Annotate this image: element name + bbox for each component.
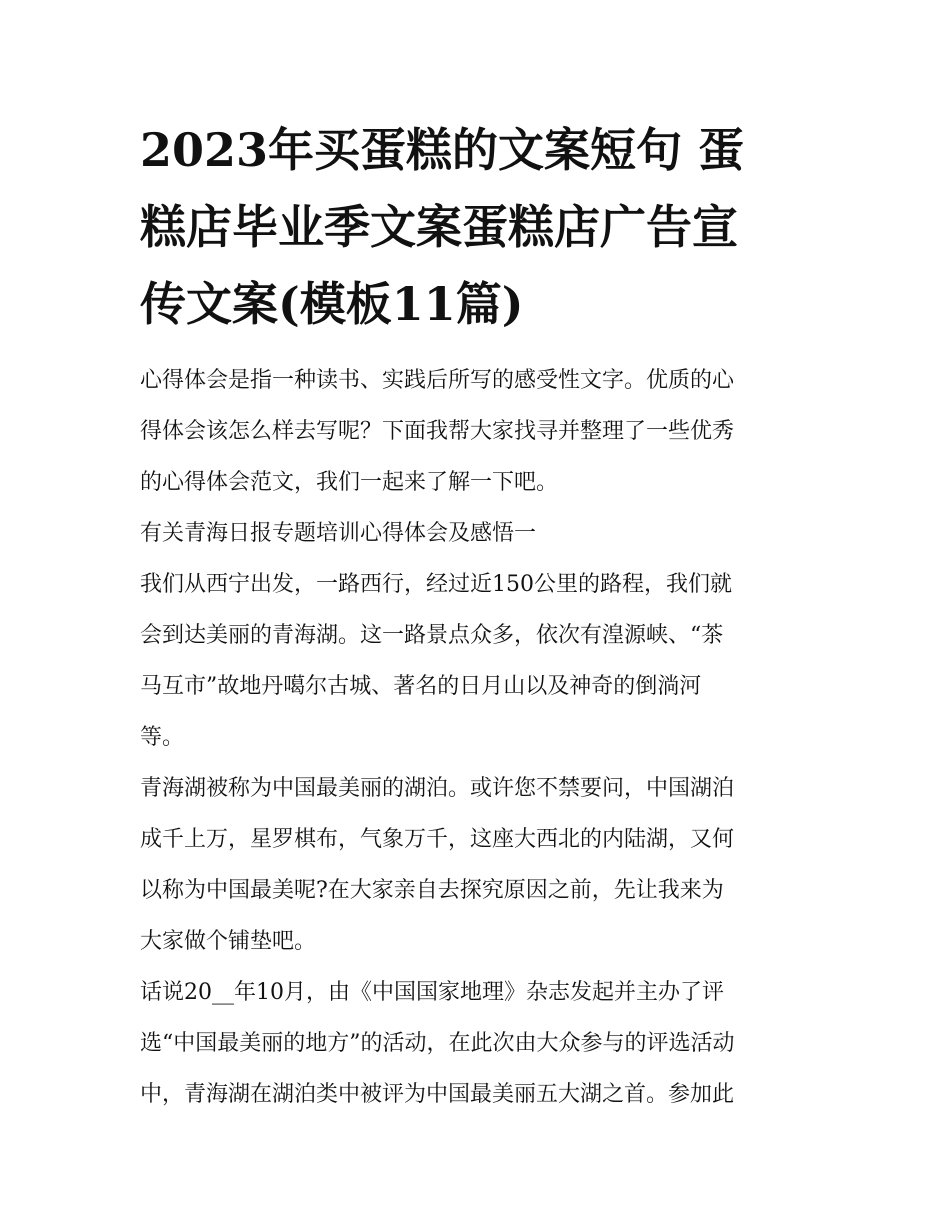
intro-paragraph	[140, 355, 812, 508]
text-line: 中，青海湖在湖泊类中被评为中国最美丽五大湖之首。参加此	[140, 1082, 735, 1107]
title-line: 传文案(模板11篇)	[140, 277, 524, 331]
text-line: 等。	[140, 725, 185, 750]
text-line: 的心得体会范文，我们一起来了解一下吧。	[140, 470, 559, 495]
text-line: 话说20__年10月，由《中国国家地理》杂志发起并主办了评	[140, 980, 724, 1005]
title-line: 糕店毕业季文案蛋糕店广告宣	[140, 200, 738, 254]
text-line: 大家做个铺垫吧。	[140, 929, 317, 954]
body-paragraph	[140, 967, 812, 1120]
text-line: 得体会该怎么样去写呢？下面我帮大家找寻并整理了一些优秀	[140, 419, 735, 444]
text-line: 成千上万，星罗棋布，气象万千，这座大西北的内陆湖，又何	[140, 827, 735, 852]
text-line: 心得体会是指一种读书、实践后所写的感受性文字。优质的心	[140, 368, 735, 393]
text-line: 会到达美丽的青海湖。这一路景点众多，依次有湟源峡、“茶	[140, 623, 724, 648]
body-paragraph	[140, 763, 812, 967]
document-title	[140, 112, 812, 343]
body-paragraph	[140, 559, 812, 763]
title-line: 2023年买蛋糕的文案短句 蛋	[140, 123, 745, 177]
document-page	[140, 112, 812, 1120]
text-line: 选“中国最美丽的地方”的活动，在此次由大众参与的评选活动	[140, 1031, 735, 1056]
text-line: 以称为中国最美呢?在大家亲自去探究原因之前，先让我来为	[140, 878, 724, 903]
section-heading	[140, 508, 812, 559]
text-line: 我们从西宁出发，一路西行，经过近150公里的路程，我们就	[140, 572, 732, 597]
text-line: 有关青海日报专题培训心得体会及感悟一	[140, 521, 537, 546]
text-line: 青海湖被称为中国最美丽的湖泊。或许您不禁要问，中国湖泊	[140, 776, 735, 801]
text-line: 马互市”故地丹噶尔古城、著名的日月山以及神奇的倒淌河	[140, 674, 702, 699]
